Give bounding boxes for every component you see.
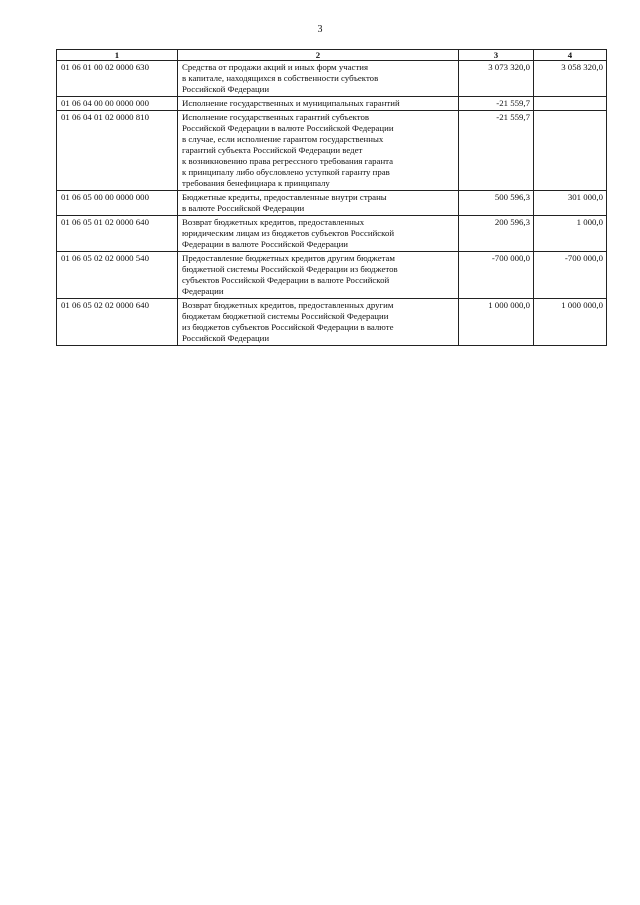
column-header-name: 2 — [178, 50, 459, 61]
amount-cell-col3: 500 596,3 — [459, 191, 534, 216]
budget-code-cell: 01 06 05 02 02 0000 640 — [57, 299, 178, 346]
column-header-code: 1 — [57, 50, 178, 61]
description-cell: Исполнение государственных и муниципальных гарантий — [178, 97, 459, 111]
amount-cell-col3: -700 000,0 — [459, 252, 534, 299]
amount-cell-col4: 301 000,0 — [534, 191, 607, 216]
column-header-amount-2: 4 — [534, 50, 607, 61]
description-cell: Исполнение государственных гарантий субъектов Российской Федерации в валюте Российской Федерации в случае, если исполнение гарантом государственных гарантий субъекта Российской Федерации ведет к возникновению права регрессного требования гаранта к принципалу либо обусловлено уступкой гаранту прав требования бенефициара к принципалу — [178, 111, 459, 191]
description-cell: Средства от продажи акций и иных форм участия в капитале, находящихся в собственности субъектов Российской Федерации — [178, 61, 459, 97]
page-number: 3 — [317, 24, 323, 35]
table-row — [57, 111, 607, 191]
budget-sources-table — [56, 49, 607, 346]
amount-cell-col4: 3 058 320,0 — [534, 61, 607, 97]
table-row — [57, 97, 607, 111]
amount-cell-col4: -700 000,0 — [534, 252, 607, 299]
amount-cell-col3: 200 596,3 — [459, 216, 534, 252]
table-row — [57, 61, 607, 97]
budget-code-cell: 01 06 05 01 02 0000 640 — [57, 216, 178, 252]
amount-cell-col4 — [534, 111, 607, 191]
budget-code-cell: 01 06 05 00 00 0000 000 — [57, 191, 178, 216]
table-row — [57, 299, 607, 346]
table-row — [57, 252, 607, 299]
budget-code-cell: 01 06 05 02 02 0000 540 — [57, 252, 178, 299]
table-row — [57, 216, 607, 252]
amount-cell-col4 — [534, 97, 607, 111]
amount-cell-col3: -21 559,7 — [459, 97, 534, 111]
budget-code-cell: 01 06 04 01 02 0000 810 — [57, 111, 178, 191]
table-row — [57, 191, 607, 216]
budget-code-cell: 01 06 01 00 02 0000 630 — [57, 61, 178, 97]
amount-cell-col3: 3 073 320,0 — [459, 61, 534, 97]
amount-cell-col4: 1 000 000,0 — [534, 299, 607, 346]
amount-cell-col3: 1 000 000,0 — [459, 299, 534, 346]
description-cell: Возврат бюджетных кредитов, предоставленных другим бюджетам бюджетной системы Российской Федерации из бюджетов субъектов Российской Федерации в валюте Российской Федерации — [178, 299, 459, 346]
amount-cell-col4: 1 000,0 — [534, 216, 607, 252]
budget-code-cell: 01 06 04 00 00 0000 000 — [57, 97, 178, 111]
table-header-row — [57, 50, 607, 61]
description-cell: Предоставление бюджетных кредитов другим бюджетам бюджетной системы Российской Федерации из бюджетов субъектов Российской Федерации в валюте Российской Федерации — [178, 252, 459, 299]
description-cell: Возврат бюджетных кредитов, предоставленных юридическим лицам из бюджетов субъектов Российской Федерации в валюте Российской Федерации — [178, 216, 459, 252]
column-header-amount-1: 3 — [459, 50, 534, 61]
description-cell: Бюджетные кредиты, предоставленные внутри страны в валюте Российской Федерации — [178, 191, 459, 216]
amount-cell-col3: -21 559,7 — [459, 111, 534, 191]
